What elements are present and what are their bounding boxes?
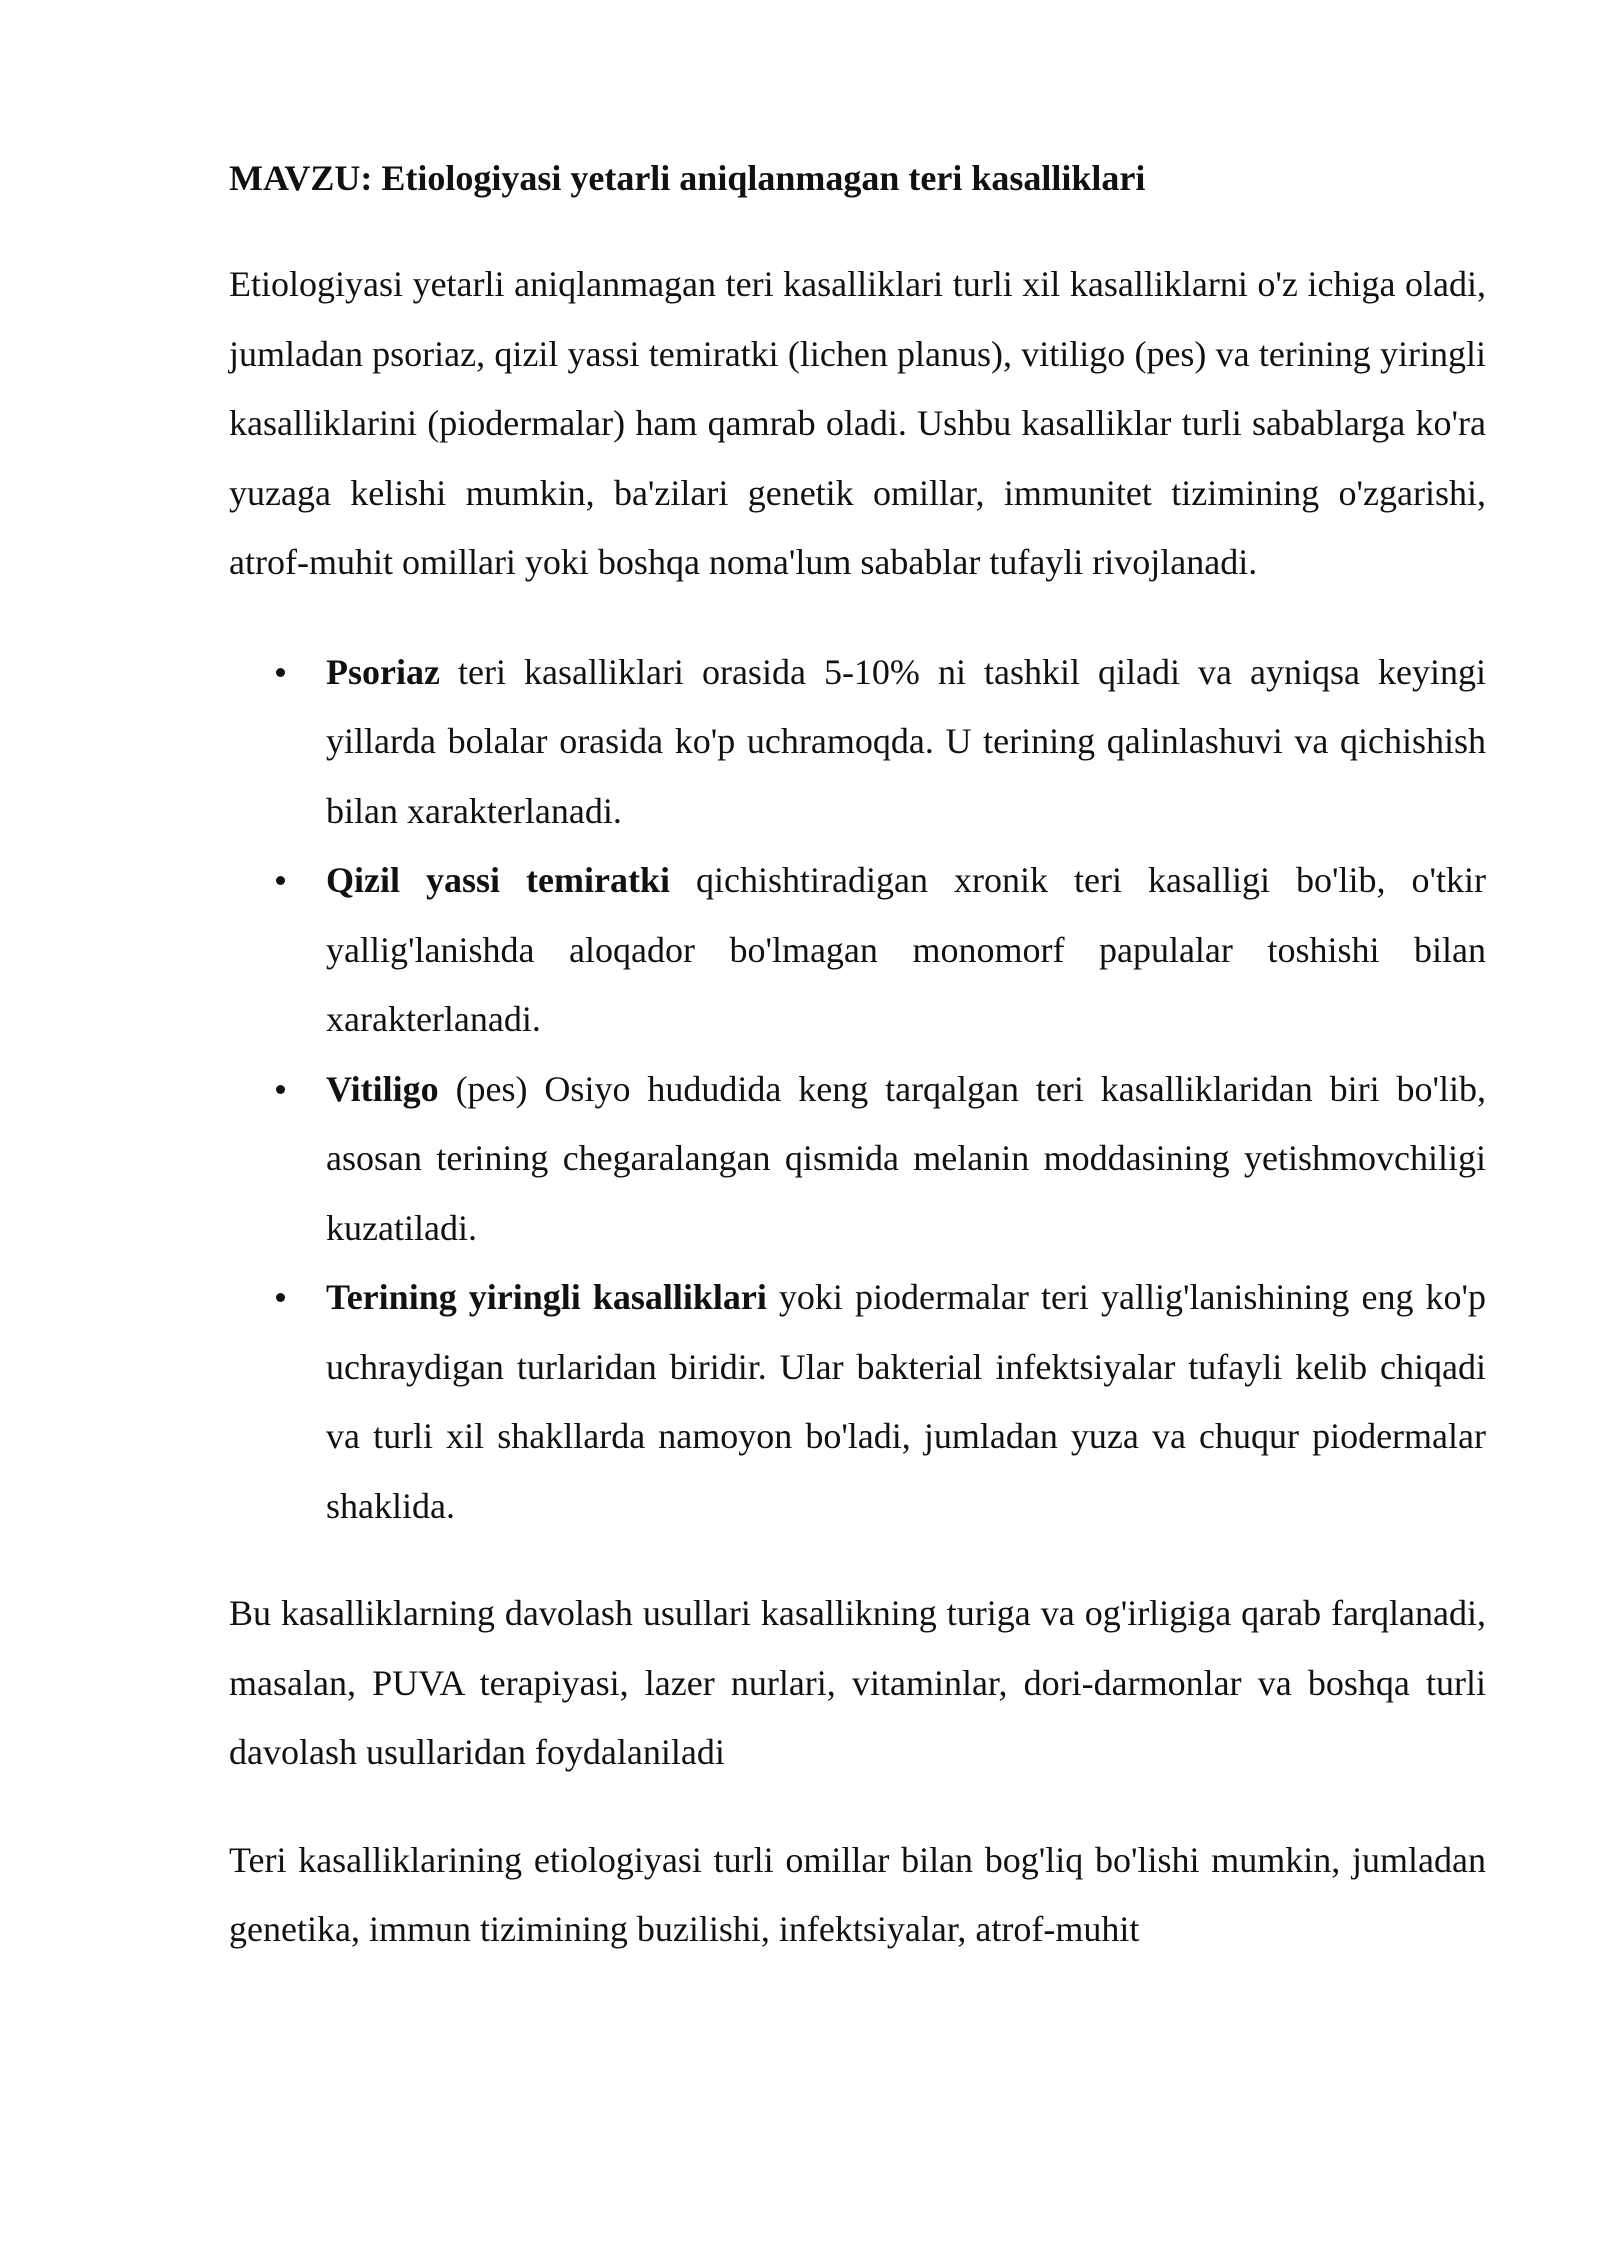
disease-list	[229, 638, 1486, 1542]
list-item-text: (pes) Osiyo hududida keng tarqalgan teri kasalliklaridan biri bo'lib, asosan terining chegaralangan qismida melanin moddasining yetishmovchiligi kuzatiladi.	[326, 1068, 1486, 1248]
list-item-text: qichishtiradigan xronik teri kasalligi bo'lib, o'tkir yallig'lanishda aloqador bo'lmagan monomorf papulalar toshishi bilan xarakterlanadi.	[326, 860, 1486, 1039]
list-item-term: Vitiligo	[326, 1068, 439, 1109]
treatment-paragraph: Bu kasalliklarning davolash usullari kasallikning turiga va og'irligiga qarab farqlanadi, masalan, PUVA terapiyasi, lazer nurlari, vitaminlar, dori-darmonlar va boshqa turli davolash usullaridan foydalaniladi	[229, 1593, 1486, 1772]
list-item-qizil-yassi-temiratki	[326, 846, 1486, 1055]
list-item-text: yoki piodermalar teri yallig'lanishining eng ko'p uchraydigan turlaridan biridir. Ular bakterial infektsiyalar tufayli kelib chiqadi va turli xil shakllarda namoyon bo'ladi, jumladan yuza va chuqur piodermalar shaklida.	[326, 1277, 1487, 1526]
list-item-piodermalar	[326, 1263, 1486, 1541]
intro-paragraph: Etiologiyasi yetarli aniqlanmagan teri kasalliklari turli xil kasalliklarni o'z ichiga oladi, jumladan psoriaz, qizil yassi temiratki (lichen planus), vitiligo (pes) va terining yiringli kasalliklarini (piodermalar) ham qamrab oladi. Ushbu kasalliklar turli sabablarga ko'ra yuzaga kelishi mumkin, ba'zilari genetik omillar, immunitet tizimining o'zgarishi, atrof-muhit omillari yoki boshqa noma'lum sabablar tufayli rivojlanadi.	[229, 264, 1486, 582]
document-title: MAVZU: Etiologiyasi yetarli aniqlanmagan teri kasalliklari	[229, 158, 1146, 198]
list-item-term: Terining yiringli kasalliklari	[326, 1277, 767, 1317]
list-item-vitiligo	[326, 1055, 1486, 1264]
list-item-text: teri kasalliklari orasida 5-10% ni tashkil qiladi va ayniqsa keyingi yillarda bolalar orasida ko'p uchramoqda. U terining qalinlashuvi va qichishish bilan xarakterlanadi.	[326, 651, 1486, 831]
bullet-icon	[276, 876, 285, 885]
list-item-term: Qizil yassi temiratki	[326, 860, 670, 900]
list-item-psoriaz	[326, 638, 1486, 847]
bullet-icon	[276, 1085, 285, 1094]
document-page	[229, 150, 1486, 1965]
closing-paragraph: Teri kasalliklarining etiologiyasi turli omillar bilan bog'liq bo'lishi mumkin, jumladan genetika, immun tizimining buzilishi, infektsiyalar, atrof-muhit	[229, 1839, 1486, 1949]
bullet-icon	[276, 1293, 285, 1302]
bullet-icon	[276, 668, 285, 677]
list-item-term: Psoriaz	[326, 651, 440, 692]
